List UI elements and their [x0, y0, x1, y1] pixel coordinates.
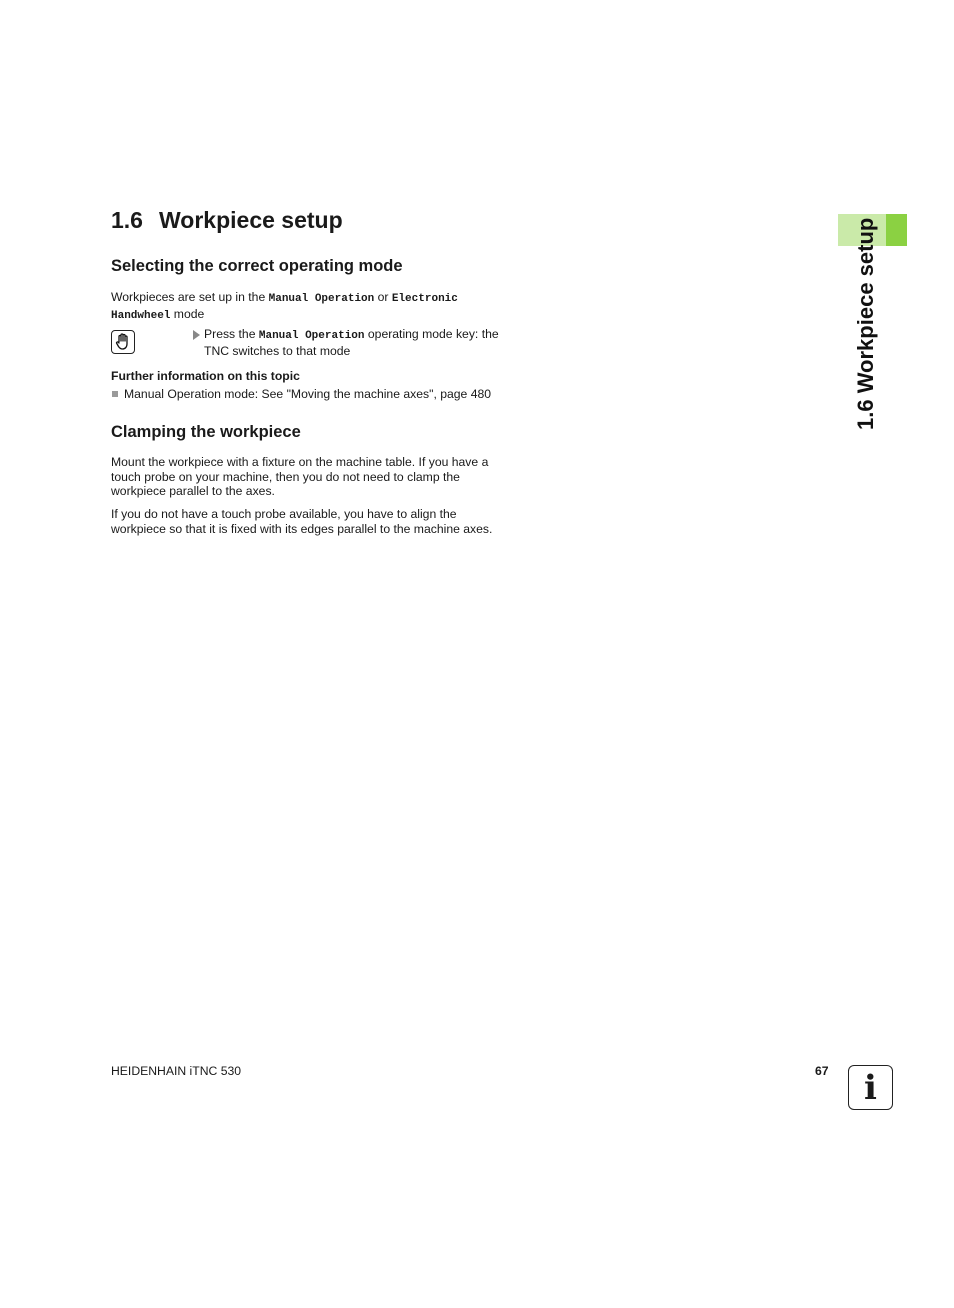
- further-info-heading: Further information on this topic: [111, 369, 300, 383]
- step-post2: TNC switches to that mode: [204, 343, 351, 358]
- side-tab-label: 1.6 Workpiece setup: [853, 217, 878, 430]
- clamping-paragraph-1: Mount the workpiece with a fixture on the machine table. If you have a touch probe on your machine, then you do not need to clamp the workpiece parallel to the axes.: [111, 455, 489, 499]
- hand-icon: [115, 333, 131, 351]
- page-number: 67: [815, 1064, 829, 1078]
- page-title: [111, 207, 343, 234]
- step-arrow-icon: [193, 330, 200, 340]
- intro-or: or: [374, 290, 392, 304]
- info-letter: i: [864, 1067, 877, 1108]
- section-title-text: Workpiece setup: [159, 207, 343, 233]
- intro-text: Workpieces are set up in the: [111, 290, 269, 304]
- step-pre: Press the: [204, 327, 259, 341]
- further-info-item: Manual Operation mode: See "Moving the machine axes", page 480: [124, 387, 492, 401]
- step-instruction: [204, 327, 514, 358]
- section-number: 1.6: [111, 207, 143, 233]
- bullet-square-icon: [112, 391, 118, 397]
- mode-handwheel: Handwheel: [111, 309, 171, 322]
- selecting-heading: Selecting the correct operating mode: [111, 257, 403, 275]
- manual-operation-key[interactable]: [111, 330, 135, 354]
- clamping-paragraph-2: If you do not have a touch probe available, you have to align the workpiece so that it is fixed with its edges parallel to the machine axes.: [111, 507, 493, 536]
- info-icon: [848, 1065, 893, 1110]
- intro-mode-suffix: mode: [170, 306, 205, 321]
- step-mode: Manual Operation: [258, 330, 365, 342]
- mode-electronic: Electronic: [391, 293, 458, 305]
- clamping-heading: Clamping the workpiece: [111, 423, 301, 441]
- selecting-intro: [111, 290, 511, 323]
- footer-product-name: HEIDENHAIN iTNC 530: [111, 1064, 242, 1078]
- mode-manual-operation: Manual Operation: [268, 293, 375, 305]
- step-post1: operating mode key: the: [364, 327, 499, 341]
